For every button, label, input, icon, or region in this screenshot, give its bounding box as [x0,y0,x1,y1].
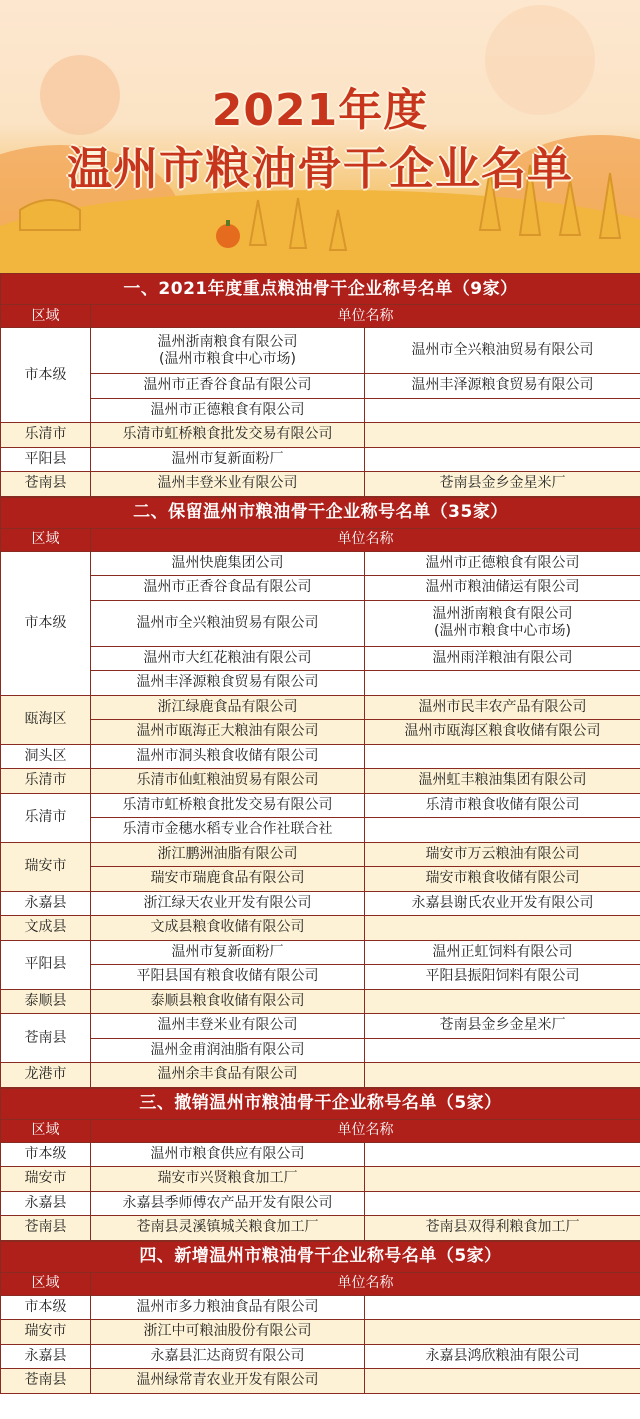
company-cell: 永嘉县汇达商贸有限公司 [91,1344,365,1369]
header-region: 区域 [1,1272,91,1295]
region-cell: 龙港市 [1,1063,91,1088]
company-cell: 温州市复新面粉厂 [91,447,365,472]
enterprise-tables [0,273,640,1394]
company-cell: 温州市多力粮油食品有限公司 [91,1295,365,1320]
region-cell: 平阳县 [1,447,91,472]
company-cell: 温州余丰食品有限公司 [91,1063,365,1088]
table-row [1,818,640,843]
region-cell: 永嘉县 [1,1344,91,1369]
company-cell: 温州市瓯海区粮食收储有限公司 [365,720,640,745]
company-cell [365,1167,640,1192]
section-table [0,1241,640,1394]
company-cell [365,398,640,423]
company-cell: 温州市瓯海正大粮油有限公司 [91,720,365,745]
header-region: 区域 [1,528,91,551]
company-cell: 温州快鹿集团公司 [91,551,365,576]
company-cell [365,818,640,843]
section-table [0,273,640,497]
table-row [1,867,640,892]
company-cell: 浙江中可粮油股份有限公司 [91,1320,365,1345]
year-title: 2021年度 [211,85,429,136]
region-cell: 文成县 [1,916,91,941]
company-cell: 温州市复新面粉厂 [91,940,365,965]
table-row [1,1295,640,1320]
table-row [1,916,640,941]
table-row [1,1142,640,1167]
company-cell: 瑞安市粮食收储有限公司 [365,867,640,892]
table-row [1,1216,640,1241]
company-cell [365,744,640,769]
header-name: 单位名称 [91,528,640,551]
company-cell [365,1369,640,1394]
table-row [1,600,640,646]
company-cell: 乐清市仙虹粮油贸易有限公司 [91,769,365,794]
company-cell: 乐清市虹桥粮食批发交易有限公司 [91,423,365,448]
company-cell [365,1038,640,1063]
region-cell: 苍南县 [1,1216,91,1241]
table-row [1,1344,640,1369]
company-cell: 温州市洞头粮食收储有限公司 [91,744,365,769]
region-cell: 洞头区 [1,744,91,769]
region-cell: 乐清市 [1,793,91,842]
region-cell: 永嘉县 [1,891,91,916]
company-cell: 浙江绿天农业开发有限公司 [91,891,365,916]
company-cell: 温州市粮食供应有限公司 [91,1142,365,1167]
region-cell: 瓯海区 [1,695,91,744]
company-cell: 苍南县灵溪镇城关粮食加工厂 [91,1216,365,1241]
company-cell: 温州绿常青农业开发有限公司 [91,1369,365,1394]
region-cell: 瑞安市 [1,1167,91,1192]
region-cell: 永嘉县 [1,1191,91,1216]
company-cell [365,671,640,696]
header-name: 单位名称 [91,1119,640,1142]
company-cell: 温州市民丰农产品有限公司 [365,695,640,720]
table-row [1,1369,640,1394]
table-row [1,769,640,794]
section-table [0,1088,640,1241]
company-cell: 苍南县双得利粮食加工厂 [365,1216,640,1241]
region-cell: 市本级 [1,1142,91,1167]
table-row [1,1014,640,1039]
header-region: 区域 [1,1119,91,1142]
company-cell: 温州市全兴粮油贸易有限公司 [91,600,365,646]
company-cell: 温州市正德粮食有限公司 [91,398,365,423]
section-title: 四、新增温州市粮油骨干企业称号名单（5家） [1,1241,640,1272]
region-cell: 乐清市 [1,769,91,794]
main-title: 温州市粮油骨干企业名单 [66,142,573,195]
company-cell: 苍南县金乡金星米厂 [365,1014,640,1039]
table-row [1,695,640,720]
region-cell: 乐清市 [1,423,91,448]
company-cell [365,447,640,472]
company-cell: 温州丰登米业有限公司 [91,472,365,497]
region-cell: 市本级 [1,1295,91,1320]
table-row [1,793,640,818]
header-name: 单位名称 [91,1272,640,1295]
section-title: 二、保留温州市粮油骨干企业称号名单（35家） [1,497,640,528]
table-row [1,720,640,745]
company-cell [365,1295,640,1320]
hero-banner [0,0,640,273]
company-cell: 浙江绿鹿食品有限公司 [91,695,365,720]
company-cell: 平阳县国有粮食收储有限公司 [91,965,365,990]
region-cell: 市本级 [1,328,91,423]
company-cell: 乐清市虹桥粮食批发交易有限公司 [91,793,365,818]
region-cell: 瑞安市 [1,842,91,891]
company-cell: 泰顺县粮食收储有限公司 [91,989,365,1014]
company-cell: 温州浙南粮食有限公司 (温州市粮食中心市场) [365,600,640,646]
company-cell: 温州市正德粮食有限公司 [365,551,640,576]
table-row [1,398,640,423]
company-cell: 温州浙南粮食有限公司 (温州市粮食中心市场) [91,328,365,374]
company-cell: 温州金甫润油脂有限公司 [91,1038,365,1063]
company-cell: 温州市大红花粮油有限公司 [91,646,365,671]
company-cell: 苍南县金乡金星米厂 [365,472,640,497]
section-table [0,497,640,1088]
region-cell: 苍南县 [1,1014,91,1063]
company-cell [365,916,640,941]
company-cell: 温州市正香谷食品有限公司 [91,374,365,399]
company-cell: 瑞安市瑞鹿食品有限公司 [91,867,365,892]
company-cell: 浙江鹏洲油脂有限公司 [91,842,365,867]
company-cell: 温州市正香谷食品有限公司 [91,576,365,601]
section-title: 一、2021年度重点粮油骨干企业称号名单（9家） [1,274,640,305]
company-cell: 永嘉县鸿欣粮油有限公司 [365,1344,640,1369]
company-cell [365,1142,640,1167]
company-cell: 永嘉县谢氏农业开发有限公司 [365,891,640,916]
region-cell: 苍南县 [1,1369,91,1394]
region-cell: 苍南县 [1,472,91,497]
table-row [1,1191,640,1216]
company-cell: 瑞安市兴贤粮食加工厂 [91,1167,365,1192]
company-cell [365,423,640,448]
table-row [1,551,640,576]
company-cell: 文成县粮食收储有限公司 [91,916,365,941]
company-cell: 温州虹丰粮油集团有限公司 [365,769,640,794]
table-row [1,1320,640,1345]
region-cell: 泰顺县 [1,989,91,1014]
region-cell: 市本级 [1,551,91,695]
table-row [1,940,640,965]
company-cell: 瑞安市万云粮油有限公司 [365,842,640,867]
company-cell: 温州市全兴粮油贸易有限公司 [365,328,640,374]
company-cell: 乐清市金穗水稻专业合作社联合社 [91,818,365,843]
table-row [1,423,640,448]
table-row [1,328,640,374]
table-row [1,374,640,399]
region-cell: 平阳县 [1,940,91,989]
company-cell: 永嘉县季师傅农产品开发有限公司 [91,1191,365,1216]
table-row [1,447,640,472]
company-cell: 温州丰泽源粮食贸易有限公司 [365,374,640,399]
table-row [1,989,640,1014]
section-title: 三、撤销温州市粮油骨干企业称号名单（5家） [1,1088,640,1119]
company-cell: 乐清市粮食收储有限公司 [365,793,640,818]
table-row [1,891,640,916]
region-cell: 瑞安市 [1,1320,91,1345]
company-cell: 温州市粮油储运有限公司 [365,576,640,601]
table-row [1,1063,640,1088]
header-name: 单位名称 [91,305,640,328]
company-cell [365,989,640,1014]
company-cell: 温州正虹饲料有限公司 [365,940,640,965]
table-row [1,646,640,671]
table-row [1,472,640,497]
table-row [1,744,640,769]
company-cell [365,1063,640,1088]
company-cell [365,1191,640,1216]
table-row [1,576,640,601]
table-row [1,965,640,990]
company-cell: 温州丰登米业有限公司 [91,1014,365,1039]
header-region: 区域 [1,305,91,328]
table-row [1,671,640,696]
table-row [1,1167,640,1192]
company-cell: 平阳县振阳饲料有限公司 [365,965,640,990]
table-row [1,1038,640,1063]
table-row [1,842,640,867]
company-cell: 温州丰泽源粮食贸易有限公司 [91,671,365,696]
company-cell [365,1320,640,1345]
company-cell: 温州雨洋粮油有限公司 [365,646,640,671]
